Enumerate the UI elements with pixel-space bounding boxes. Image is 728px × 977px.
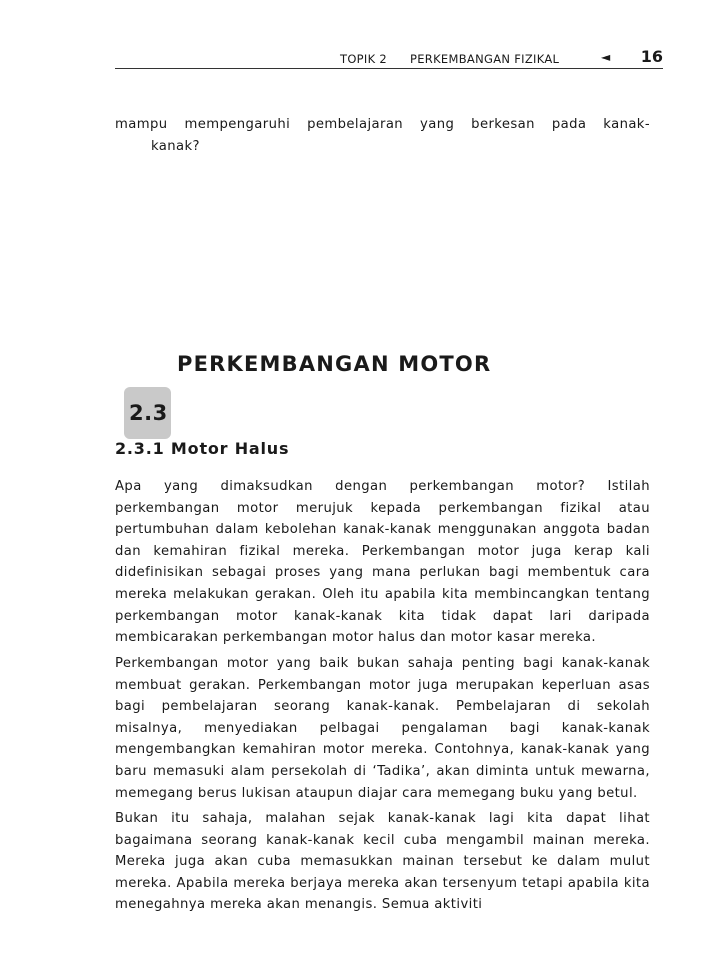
body-paragraph-3: Bukan itu sahaja, malahan sejak kanak-kanak lagi kita dapat lihat bagaimana seorang kanak-kanak kecil cuba mengambil mainan mereka. Mereka juga akan cuba memasukkan mainan tersebut ke dalam mulut mereka. Apabila mereka berjaya mereka akan tersenyum tetapi apabila kita menegahnya mereka akan menangis. Semua aktiviti xyxy=(115,811,650,913)
section-number: 2.3 xyxy=(129,401,168,425)
page-number: 16 xyxy=(640,47,663,66)
continuation-line-2: kanak? xyxy=(151,138,200,154)
header-topic: TOPIK 2 xyxy=(340,52,388,66)
left-arrow-icon: ◄ xyxy=(601,50,611,64)
body-paragraph-1: Apa yang dimaksudkan dengan perkembangan motor? Istilah perkembangan motor merujuk kepada perkembangan fizikal atau pertumbuhan dalam kebolehan kanak-kanak menggunakan anggota badan dan kemahiran fizikal mereka. Perkembangan motor juga kerap kali didefinisikan sebagai proses yang mana perlukan bagi membentuk cara mereka melakukan gerakan. Oleh itu apabila kita membincangkan tentang perkembangan motor kanak-kanak kita tidak dapat lari daripada membicarakan perkembangan motor halus dan motor kasar mereka. xyxy=(115,479,650,646)
running-header xyxy=(115,46,663,69)
subsection-title: 2.3.1 Motor Halus xyxy=(115,439,290,458)
header-title: PERKEMBANGAN FIZIKAL xyxy=(410,52,560,66)
body-paragraph-2: Perkembangan motor yang baik bukan sahaja penting bagi kanak-kanak membuat gerakan. Perkembangan motor juga merupakan keperluan asas bagi pembelajaran seorang kanak-kanak. Pembelajaran di sekolah misalnya, menyediakan pelbagai pengalaman bagi kanak-kanak mengembangkan kemahiran motor mereka. Contohnya, kanak-kanak yang baru memasuki alam persekolah di ‘Tadika’, akan diminta untuk mewarna, memegang berus lukisan ataupun diajar cara memegang buku yang betul. xyxy=(115,656,650,801)
section-number-badge xyxy=(124,387,171,439)
section-title: PERKEMBANGAN MOTOR xyxy=(177,352,492,376)
continuation-paragraph xyxy=(115,114,650,157)
continuation-line-1: mampu mempengaruhi pembelajaran yang berkesan pada kanak- xyxy=(115,117,650,132)
